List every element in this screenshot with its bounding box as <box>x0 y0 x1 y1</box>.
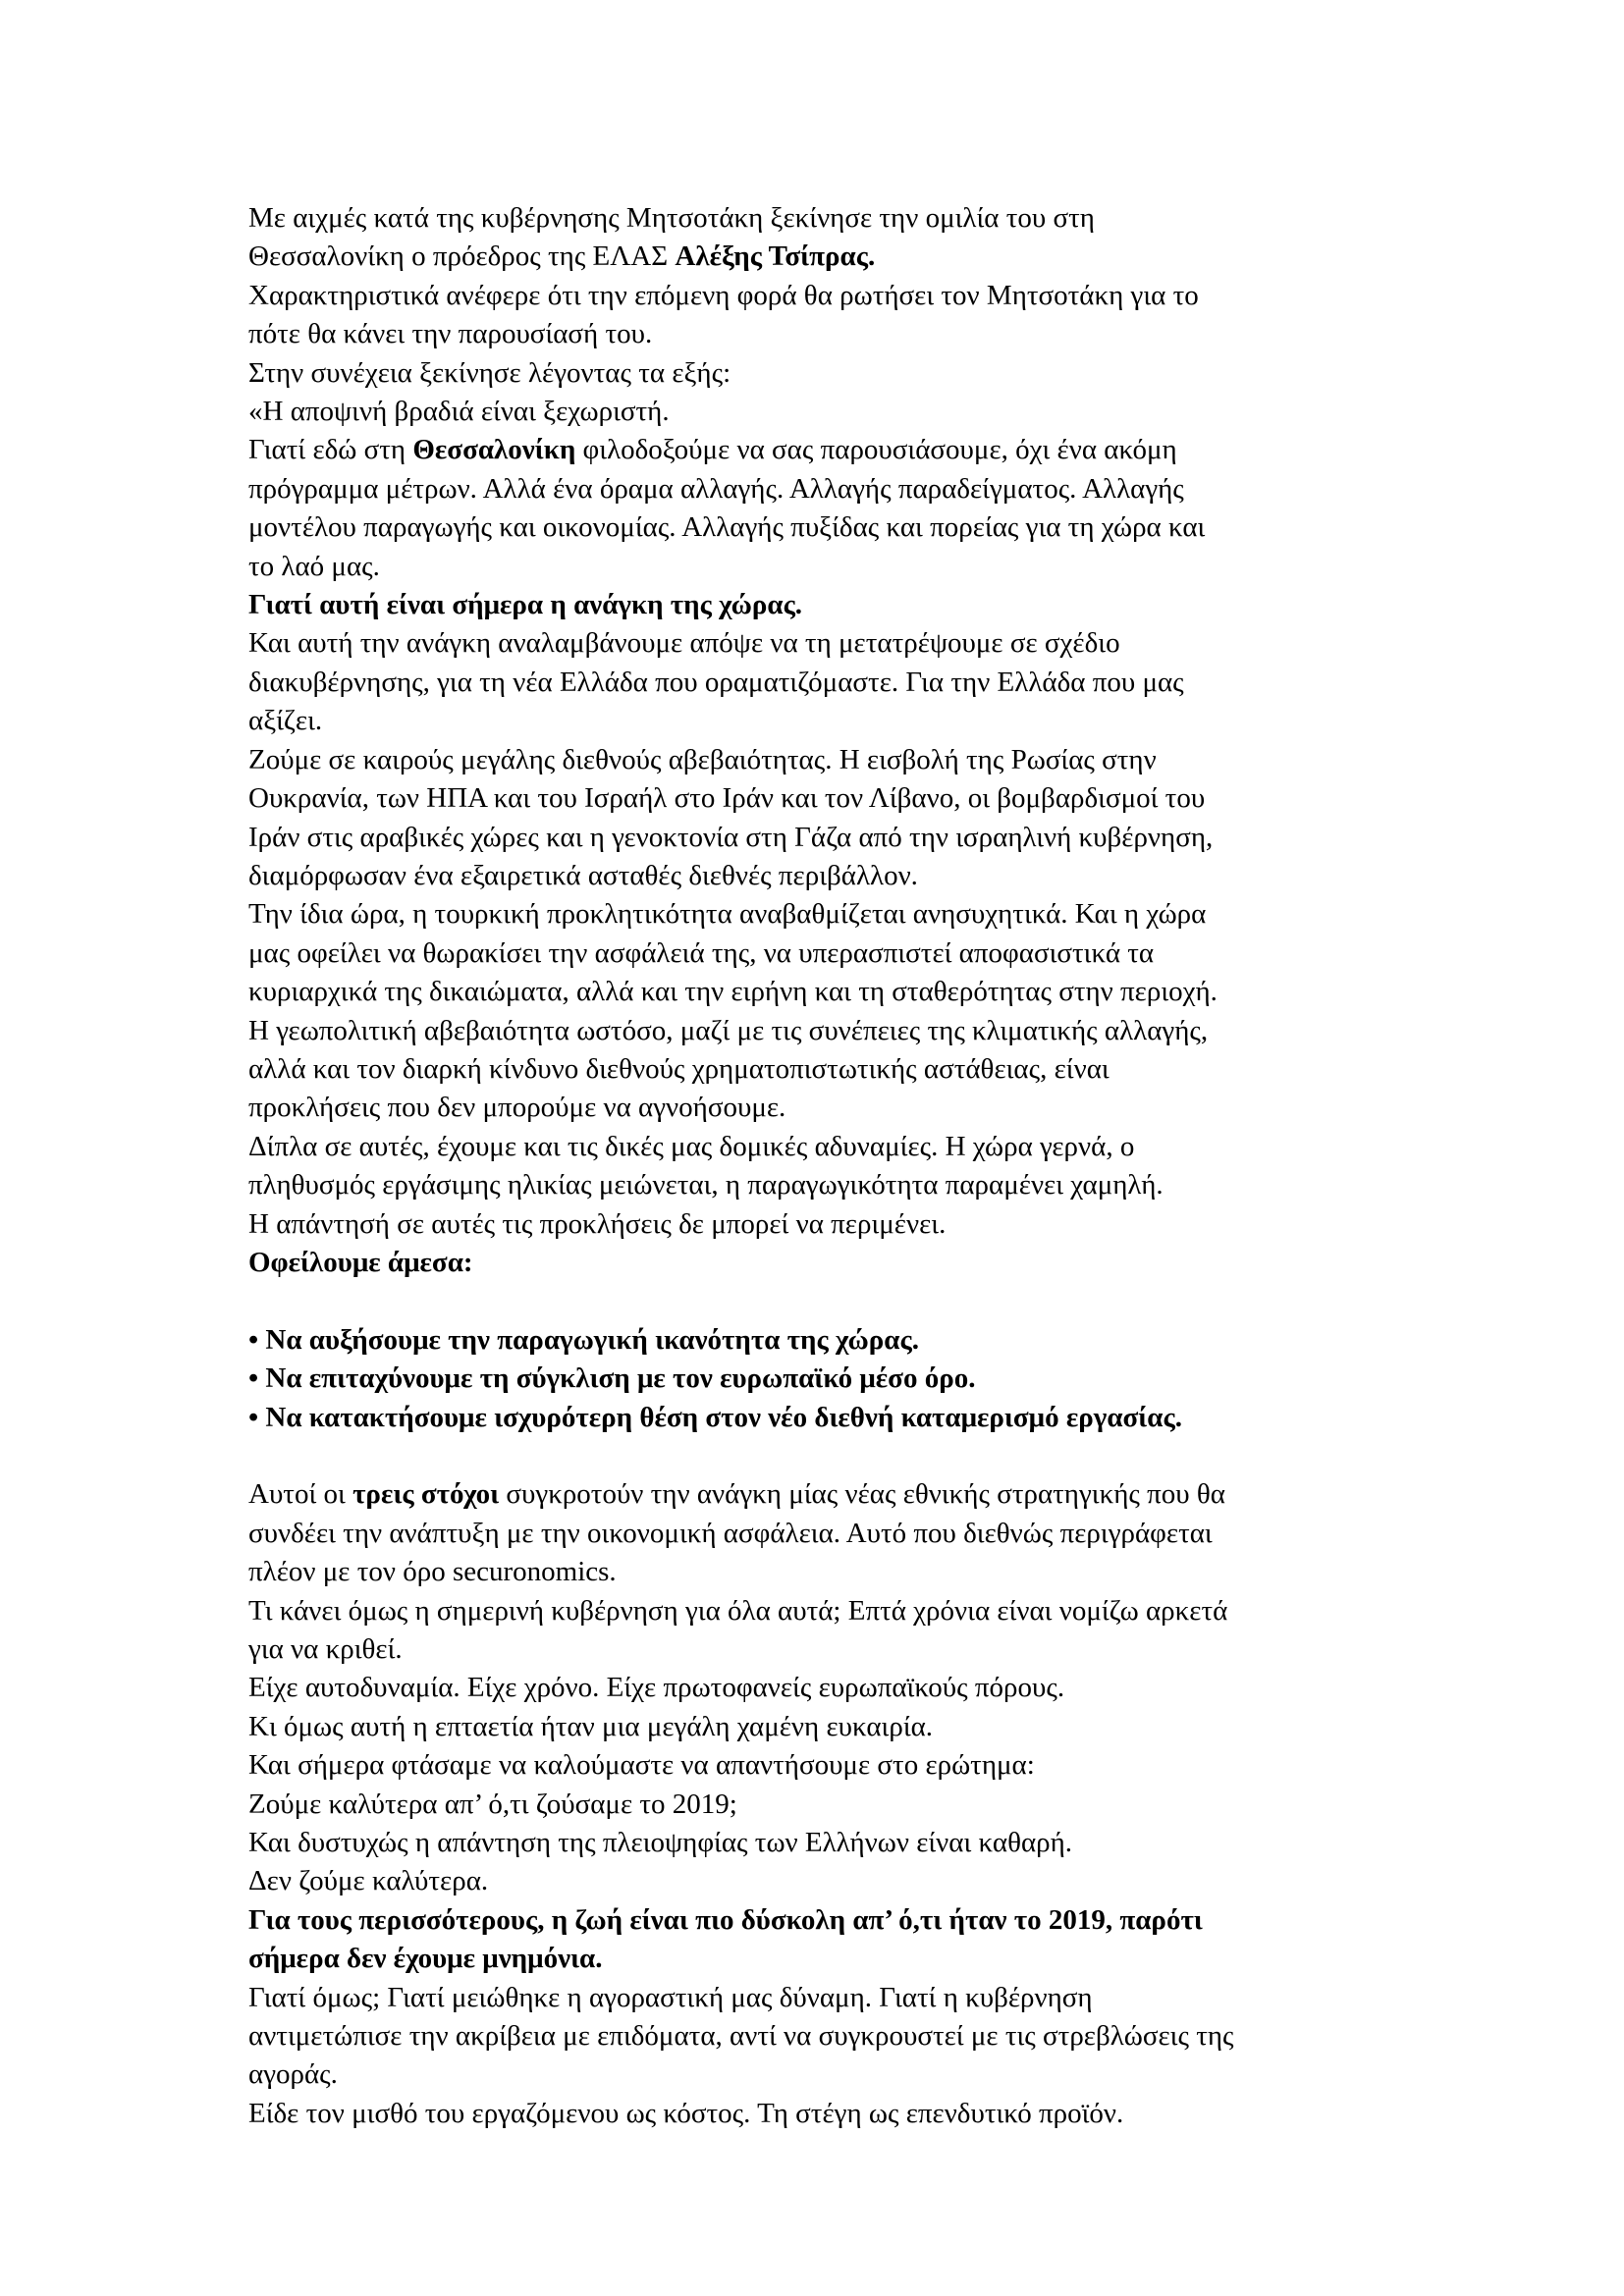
text-line: αγοράς. <box>248 2058 338 2091</box>
text-line: Στην συνέχεια ξεκίνησε λέγοντας τα εξής: <box>248 356 731 389</box>
text-run: Αυτοί οι <box>248 1478 353 1511</box>
text-line: Ουκρανία, των ΗΠΑ και του Ισραήλ στο Ιράν και τον Λίβανο, οι βομβαρδισμοί του <box>248 782 1206 815</box>
bullet-item: • Να αυξήσουμε την παραγωγική ικανότητα της χώρας. <box>248 1323 919 1356</box>
text-line: μοντέλου παραγωγής και οικονομίας. Αλλαγής πυξίδας και πορείας για τη χώρα και <box>248 511 1206 544</box>
bullet-item: • Να επιταχύνουμε τη σύγκλιση με τον ευρωπαϊκό μέσο όρο. <box>248 1362 976 1395</box>
text-line: Την ίδια ώρα, η τουρκική προκλητικότητα αναβαθμίζεται ανησυχητικά. Και η χώρα <box>248 898 1207 931</box>
text-line: πότε θα κάνει την παρουσίασή του. <box>248 318 653 350</box>
text-line: αντιμετώπισε την ακρίβεια με επιδόματα, αντί να συγκρουστεί με τις στρεβλώσεις της <box>248 2020 1234 2053</box>
bold-statement: σήμερα δεν έχουμε μνημόνια. <box>248 1943 603 1975</box>
text-line: Η γεωπολιτική αβεβαιότητα ωστόσο, μαζί με τις συνέπειες της κλιματικής αλλαγής, <box>248 1014 1209 1046</box>
bold-statement: Για τους περισσότερους, η ζωή είναι πιο δύσκολη απ’ ό,τι ήταν το 2019, παρότι <box>248 1903 1203 1936</box>
text-line: Γιατί όμως; Γιατί μειώθηκε η αγοραστική μας δύναμη. Γιατί η κυβέρνηση <box>248 1981 1093 2013</box>
text-line: Η απάντησή σε αυτές τις προκλήσεις δε μπορεί να περιμένει. <box>248 1207 947 1240</box>
bold-goals: τρεις στόχοι <box>352 1478 500 1511</box>
text-line <box>248 431 1417 469</box>
text-run: Θεσσαλονίκη ο πρόεδρος της ΕΛΑΣ <box>248 240 676 273</box>
text-line: μας οφείλει να θωρακίσει την ασφάλειά της, να υπερασπιστεί αποφασιστικά τα <box>248 936 1155 969</box>
bold-statement: Γιατί αυτή είναι σήμερα η ανάγκη της χώρας. <box>248 589 803 621</box>
blank-line <box>248 1282 1417 1320</box>
text-line: πρόγραμμα μέτρων. Αλλά ένα όραμα αλλαγής. Αλλαγής παραδείγματος. Αλλαγής <box>248 472 1184 505</box>
text-line: Χαρακτηριστικά ανέφερε ότι την επόμενη φορά θα ρωτήσει τον Μητσοτάκη για το <box>248 279 1199 311</box>
text-line: Δίπλα σε αυτές, έχουμε και τις δικές μας δομικές αδυναμίες. Η χώρα γερνά, ο <box>248 1130 1135 1162</box>
text-line: το λαό μας. <box>248 550 380 582</box>
text-line: Με αιχμές κατά της κυβέρνησης Μητσοτάκη ξεκίνησε την ομιλία του στη <box>248 202 1095 234</box>
text-line: Είχε αυτοδυναμία. Είχε χρόνο. Είχε πρωτοφανείς ευρωπαϊκούς πόρους. <box>248 1672 1065 1704</box>
text-line: πληθυσμός εργάσιμης ηλικίας μειώνεται, η παραγωγικότητα παραμένει χαμηλή. <box>248 1169 1164 1201</box>
text-line: Τι κάνει όμως η σημερινή κυβέρνηση για όλα αυτά; Επτά χρόνια είναι νομίζω αρκετά <box>248 1594 1228 1627</box>
document-body <box>248 199 1417 2133</box>
text-line: Είδε τον μισθό του εργαζόμενου ως κόστος. Τη στέγη ως επενδυτικό προϊόν. <box>248 2097 1124 2129</box>
text-line: Και σήμερα φτάσαμε να καλούμαστε να απαντήσουμε στο ερώτημα: <box>248 1749 1035 1782</box>
text-line: Και αυτή την ανάγκη αναλαμβάνουμε απόψε να τη μετατρέψουμε σε σχέδιο <box>248 627 1120 660</box>
text-line: Κι όμως αυτή η επταετία ήταν μια μεγάλη χαμένη ευκαιρία. <box>248 1710 934 1742</box>
text-line <box>248 1475 1417 1514</box>
text-line: διαμόρφωσαν ένα εξαιρετικά ασταθές διεθνές περιβάλλον. <box>248 859 918 891</box>
bold-city: Θεσσαλονίκη <box>412 434 576 466</box>
text-line: συνδέει την ανάπτυξη με την οικονομική ασφάλεια. Αυτό που διεθνώς περιγράφεται <box>248 1517 1213 1549</box>
blank-line <box>248 1437 1417 1475</box>
bold-heading: Οφείλουμε άμεσα: <box>248 1246 473 1278</box>
text-line: Δεν ζούμε καλύτερα. <box>248 1865 489 1897</box>
text-line: κυριαρχικά της δικαιώματα, αλλά και την ειρήνη και τη σταθερότητας στην περιοχή. <box>248 976 1218 1008</box>
text-line: Ζούμε σε καιρούς μεγάλης διεθνούς αβεβαιότητας. Η εισβολή της Ρωσίας στην <box>248 743 1157 775</box>
text-line: αλλά και τον διαρκή κίνδυνο διεθνούς χρηματοπιστωτικής αστάθειας, είναι <box>248 1052 1110 1085</box>
speaker-name: Αλέξης Τσίπρας. <box>675 240 876 273</box>
text-line <box>248 238 1417 276</box>
text-line: «Η αποψινή βραδιά είναι ξεχωριστή. <box>248 396 670 428</box>
bullet-item: • Να κατακτήσουμε ισχυρότερη θέση στον νέο διεθνή καταμερισμό εργασίας. <box>248 1401 1182 1433</box>
text-line: Ιράν στις αραβικές χώρες και η γενοκτονία στη Γάζα από την ισραηλινή κυβέρνηση, <box>248 821 1214 853</box>
text-run: συγκροτούν την ανάγκη μίας νέας εθνικής στρατηγικής που θα <box>499 1478 1225 1511</box>
text-line: προκλήσεις που δεν μπορούμε να αγνοήσουμε. <box>248 1092 786 1124</box>
text-line: Και δυστυχώς η απάντηση της πλειοψηφίας των Ελλήνων είναι καθαρή. <box>248 1827 1073 1859</box>
text-line: αξίζει. <box>248 705 323 737</box>
text-line: διακυβέρνησης, για τη νέα Ελλάδα που οραματιζόμαστε. Για την Ελλάδα που μας <box>248 666 1184 698</box>
text-run: φιλοδοξούμε να σας παρουσιάσουμε, όχι ένα ακόμη <box>575 434 1177 466</box>
text-line: πλέον με τον όρο securonomics. <box>248 1556 617 1588</box>
text-line: Ζούμε καλύτερα απ’ ό,τι ζούσαμε το 2019; <box>248 1788 737 1820</box>
text-line: για να κριθεί. <box>248 1633 403 1665</box>
text-run: Γιατί εδώ στη <box>248 434 413 466</box>
